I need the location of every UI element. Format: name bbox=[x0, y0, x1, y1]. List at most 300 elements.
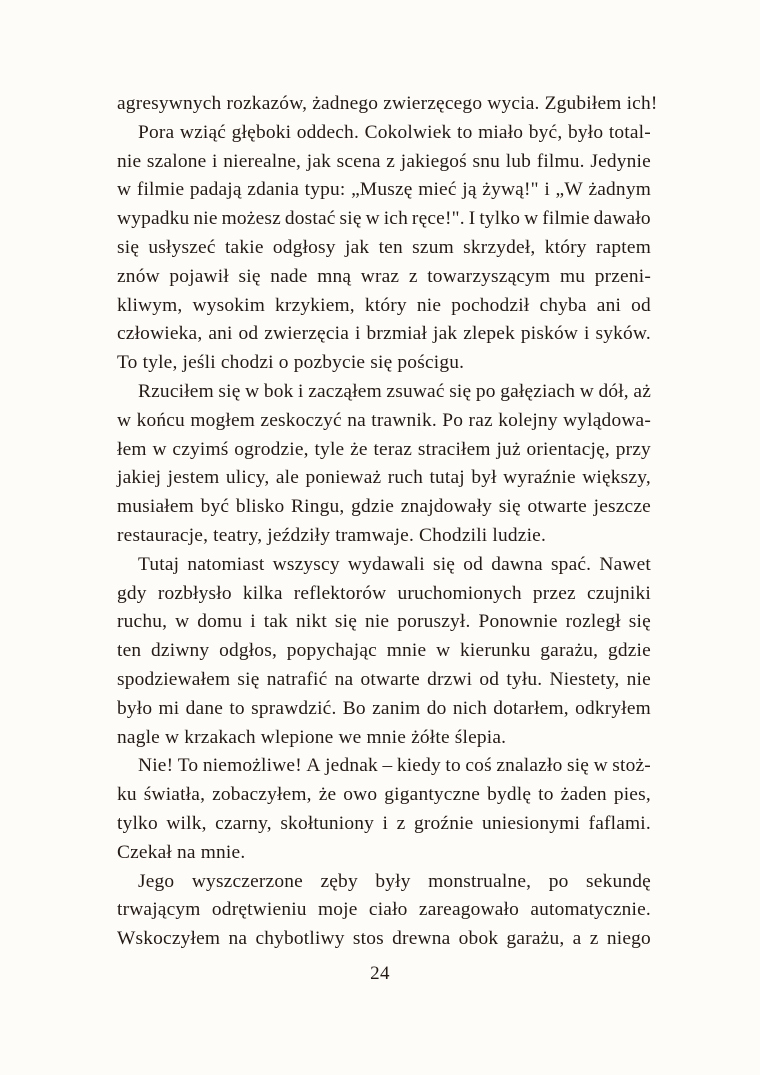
word: niego bbox=[606, 928, 651, 950]
word: ludzie. bbox=[492, 524, 546, 546]
word: w bbox=[579, 380, 594, 402]
word: jeszcze bbox=[593, 496, 651, 518]
word: kilka bbox=[242, 582, 283, 604]
word: odgłosy bbox=[272, 236, 336, 258]
word: tyłu. bbox=[506, 668, 543, 690]
word: Zgubiłem bbox=[544, 93, 622, 114]
text-line bbox=[117, 839, 651, 868]
word: ku bbox=[117, 784, 137, 806]
word: Bo bbox=[342, 697, 366, 719]
text-line bbox=[117, 695, 651, 724]
word: i bbox=[250, 611, 256, 633]
word: mieć bbox=[418, 179, 457, 201]
word: stos bbox=[352, 928, 384, 950]
word: czyimś bbox=[172, 438, 229, 460]
word: się bbox=[370, 352, 393, 374]
text-line bbox=[117, 724, 651, 753]
word: coś bbox=[465, 755, 492, 777]
word: i bbox=[382, 812, 389, 834]
word: to bbox=[538, 784, 554, 806]
word: łem bbox=[117, 438, 147, 460]
word: mi bbox=[158, 697, 180, 719]
text-line bbox=[117, 580, 651, 609]
word: rozkazów, bbox=[226, 93, 308, 114]
word: zlepek bbox=[463, 323, 515, 345]
word: od bbox=[238, 323, 259, 345]
word: teatry, bbox=[213, 524, 263, 546]
word: tylko bbox=[117, 812, 158, 834]
word: takie bbox=[224, 236, 264, 258]
word: natomiast bbox=[187, 553, 265, 575]
word: przy bbox=[615, 438, 651, 460]
word: moje bbox=[318, 899, 358, 921]
word: wycia. bbox=[487, 93, 540, 114]
word: wziąć bbox=[179, 121, 227, 143]
text-line bbox=[117, 868, 651, 897]
word: teraz bbox=[373, 438, 413, 460]
word: uruchomionych bbox=[397, 582, 522, 604]
word: we bbox=[338, 726, 362, 748]
word: zwierzęcia bbox=[264, 323, 350, 345]
word: pisków bbox=[520, 323, 579, 345]
word: pozbycie bbox=[293, 352, 366, 374]
word: na bbox=[228, 928, 248, 950]
word: który bbox=[364, 294, 407, 316]
word: a bbox=[572, 928, 582, 950]
word: na bbox=[334, 668, 354, 690]
word: Po bbox=[442, 409, 464, 431]
word: popychając bbox=[286, 640, 377, 662]
word: znajdowały bbox=[400, 496, 493, 518]
word: trwającym bbox=[117, 899, 201, 921]
word: ten bbox=[117, 640, 142, 662]
word: i bbox=[212, 150, 218, 172]
word: kliwym, bbox=[117, 294, 183, 316]
word: od bbox=[463, 553, 484, 575]
word: wylądowa- bbox=[563, 409, 651, 431]
word: filmie bbox=[136, 179, 185, 201]
word: wilk, bbox=[166, 812, 207, 834]
text-line bbox=[117, 493, 651, 522]
word: już bbox=[496, 438, 521, 460]
word: w bbox=[165, 726, 180, 748]
word: na bbox=[177, 841, 196, 863]
word: wlepione bbox=[260, 726, 334, 748]
word: zsuwać bbox=[386, 380, 445, 402]
word: odkryłem bbox=[575, 697, 651, 719]
text-line bbox=[117, 320, 651, 349]
text-line bbox=[117, 522, 651, 551]
word: szum bbox=[412, 236, 454, 258]
word: nie bbox=[117, 150, 142, 172]
word: żadnym bbox=[588, 179, 651, 201]
word: zwierzęcego bbox=[383, 93, 483, 114]
word: jestem bbox=[167, 467, 220, 489]
word: Nawet bbox=[599, 553, 651, 575]
word: to bbox=[457, 121, 473, 143]
word: kiedy bbox=[396, 755, 441, 777]
word: zeskoczyć bbox=[260, 409, 342, 431]
word: który bbox=[544, 236, 587, 258]
word: „W bbox=[555, 179, 583, 201]
word: bydlę bbox=[487, 784, 532, 806]
word: Rzuciłem bbox=[138, 380, 214, 402]
word: I bbox=[468, 208, 476, 230]
word: od bbox=[631, 294, 651, 316]
word: ruch bbox=[387, 467, 424, 489]
word: że bbox=[350, 438, 368, 460]
word: ciało bbox=[368, 899, 408, 921]
word: wyszczerzone bbox=[191, 870, 303, 892]
word: dostać bbox=[284, 208, 336, 230]
word: się bbox=[432, 553, 456, 575]
word: zacząłem bbox=[308, 380, 382, 402]
word: w bbox=[436, 640, 451, 662]
word: kierunku bbox=[460, 640, 531, 662]
word: gałęziach bbox=[500, 380, 576, 402]
word: garażu, bbox=[540, 640, 599, 662]
word: ulicy, bbox=[225, 467, 270, 489]
text-line bbox=[117, 637, 651, 666]
word: snu bbox=[472, 150, 501, 172]
paragraph bbox=[117, 551, 651, 753]
word: jakiegoś bbox=[400, 150, 467, 172]
paragraph bbox=[117, 378, 651, 551]
word: dziwny bbox=[151, 640, 210, 662]
word: jak bbox=[433, 323, 458, 345]
word: ten bbox=[378, 236, 403, 258]
word: poruszył. bbox=[397, 611, 471, 633]
word: się bbox=[334, 611, 357, 633]
word: rozległ bbox=[565, 611, 621, 633]
word: być, bbox=[528, 121, 563, 143]
word: było bbox=[567, 121, 604, 143]
word: jakiej bbox=[117, 467, 162, 489]
word: większy, bbox=[582, 467, 651, 489]
text-line bbox=[117, 436, 651, 465]
word: się bbox=[237, 668, 260, 690]
word: wszyscy bbox=[272, 553, 340, 575]
word: i bbox=[544, 179, 550, 201]
word: w bbox=[117, 409, 132, 431]
word: To bbox=[177, 755, 199, 777]
word: dawna bbox=[491, 553, 543, 575]
word: chyba bbox=[539, 294, 587, 316]
word: ani bbox=[596, 294, 622, 316]
word: nade bbox=[270, 265, 308, 287]
word: otwarte bbox=[527, 496, 587, 518]
word: w bbox=[524, 208, 539, 230]
text-line bbox=[117, 205, 651, 234]
word: i bbox=[298, 380, 304, 402]
word: zobaczyłem, bbox=[212, 784, 312, 806]
word: nie bbox=[193, 208, 218, 230]
word: skołtuniony bbox=[280, 812, 375, 834]
word: syków. bbox=[595, 323, 651, 345]
word: żadnego bbox=[312, 93, 379, 114]
word: dane bbox=[185, 697, 224, 719]
word: „Muszę bbox=[351, 179, 413, 201]
word: automatycznie. bbox=[530, 899, 651, 921]
word: natrafić bbox=[266, 668, 328, 690]
word: przeni- bbox=[594, 265, 651, 287]
word: światła, bbox=[143, 784, 206, 806]
text-line bbox=[117, 148, 651, 177]
word: filmu. bbox=[536, 150, 585, 172]
word: mnie. bbox=[200, 841, 246, 863]
word: nierealne, bbox=[223, 150, 302, 172]
word: się bbox=[339, 208, 362, 230]
word: chodzi bbox=[220, 352, 274, 374]
word: mu bbox=[559, 265, 586, 287]
word: w bbox=[245, 380, 260, 402]
text-line bbox=[117, 551, 651, 580]
word: jeździły bbox=[267, 524, 331, 546]
word: z bbox=[386, 150, 396, 172]
word: mogłem bbox=[190, 409, 256, 431]
word: jednak bbox=[325, 755, 378, 777]
word: Tutaj bbox=[138, 553, 180, 575]
word: nich bbox=[452, 697, 487, 719]
word: końcu bbox=[136, 409, 185, 431]
text-line bbox=[117, 292, 651, 321]
word: czujniki bbox=[586, 582, 651, 604]
word: znalazło bbox=[496, 755, 563, 777]
word: tyle, bbox=[142, 352, 178, 374]
word: lub bbox=[505, 150, 532, 172]
word: niemożliwe! bbox=[202, 755, 302, 777]
paragraph bbox=[117, 868, 651, 954]
word: się bbox=[628, 611, 651, 633]
word: typu: bbox=[304, 179, 346, 201]
word: straciłem bbox=[417, 438, 491, 460]
word: człowieka, bbox=[117, 323, 203, 345]
word: nie bbox=[626, 668, 651, 690]
word: obok bbox=[458, 928, 499, 950]
word: żywą!" bbox=[482, 179, 539, 201]
word: bok bbox=[263, 380, 294, 402]
word: dół, bbox=[598, 380, 629, 402]
word: Jego bbox=[138, 870, 175, 892]
word: ogrodzie, bbox=[234, 438, 309, 460]
word: Pora bbox=[138, 121, 175, 143]
text-line bbox=[117, 176, 651, 205]
paragraph bbox=[117, 752, 651, 867]
word: jeśli bbox=[182, 352, 216, 374]
word: wyraźnie bbox=[503, 467, 576, 489]
text-line bbox=[117, 407, 651, 436]
text-line bbox=[117, 119, 651, 148]
word: jak bbox=[345, 236, 370, 258]
word: restauracje, bbox=[117, 524, 209, 546]
word: pochodził bbox=[451, 294, 530, 316]
word: musiałem bbox=[117, 496, 194, 518]
word: brzmiał bbox=[366, 323, 428, 345]
word: owo bbox=[343, 784, 378, 806]
word: uniesionymi bbox=[482, 812, 581, 834]
word: oddech. bbox=[296, 121, 359, 143]
word: pojawił bbox=[169, 265, 229, 287]
word: skrzydeł, bbox=[463, 236, 536, 258]
word: gdzie bbox=[351, 496, 395, 518]
word: ruchu, bbox=[117, 611, 168, 633]
word: i bbox=[354, 323, 361, 345]
paragraph bbox=[117, 90, 658, 119]
word: czarny, bbox=[215, 812, 272, 834]
word: sprawdzić. bbox=[251, 697, 337, 719]
word: Jedynie bbox=[590, 150, 651, 172]
word: się bbox=[117, 236, 140, 258]
word: mną bbox=[317, 265, 352, 287]
word: ją bbox=[462, 179, 477, 201]
word: Ringu, bbox=[291, 496, 345, 518]
word: tylko bbox=[479, 208, 521, 230]
word: drzwi bbox=[427, 668, 473, 690]
word: zanim bbox=[372, 697, 421, 719]
body-text-block bbox=[117, 90, 658, 954]
word: od bbox=[479, 668, 500, 690]
word: i bbox=[584, 323, 590, 345]
text-line bbox=[117, 464, 651, 493]
text-line bbox=[117, 666, 651, 695]
word: z bbox=[589, 928, 599, 950]
word: tak bbox=[263, 611, 289, 633]
text-line bbox=[117, 263, 651, 292]
word: blisko bbox=[235, 496, 285, 518]
word: się bbox=[449, 380, 472, 402]
word: To bbox=[117, 352, 138, 374]
word: głęboki bbox=[231, 121, 292, 143]
text-line bbox=[117, 781, 651, 810]
word: agresywnych bbox=[117, 93, 222, 114]
word: do bbox=[426, 697, 447, 719]
word: wysokim bbox=[192, 294, 265, 316]
word: rozbłysło bbox=[157, 582, 232, 604]
word: zęby bbox=[320, 870, 358, 892]
word: być bbox=[200, 496, 230, 518]
word: ponieważ bbox=[305, 467, 382, 489]
word: to bbox=[445, 755, 461, 777]
word: po bbox=[475, 380, 496, 402]
word: Niestety, bbox=[549, 668, 620, 690]
word: żaden bbox=[560, 784, 607, 806]
word: total- bbox=[608, 121, 651, 143]
word: krzakach bbox=[184, 726, 256, 748]
word: raz bbox=[468, 409, 493, 431]
word: w bbox=[365, 208, 380, 230]
word: odrętwieniu bbox=[211, 899, 307, 921]
word: ich! bbox=[626, 93, 658, 114]
word: że bbox=[318, 784, 337, 806]
word: w bbox=[593, 755, 608, 777]
word: w bbox=[117, 179, 132, 201]
word: padają bbox=[189, 179, 242, 201]
text-line bbox=[117, 608, 651, 637]
word: nie bbox=[416, 294, 442, 316]
word: usłyszeć bbox=[148, 236, 216, 258]
word: był bbox=[471, 467, 497, 489]
word: Nie! bbox=[138, 755, 174, 777]
text-line bbox=[117, 752, 651, 781]
word: gigantyczne bbox=[384, 784, 481, 806]
word: monstrualne, bbox=[428, 870, 532, 892]
word: odgłos, bbox=[219, 640, 277, 662]
word: na bbox=[347, 409, 366, 431]
word: o bbox=[278, 352, 289, 374]
word: w bbox=[152, 438, 167, 460]
word: było bbox=[117, 697, 153, 719]
word: Czekał bbox=[117, 841, 172, 863]
word: mnie bbox=[386, 640, 427, 662]
word: gdzie bbox=[607, 640, 651, 662]
word: nagle bbox=[117, 726, 160, 748]
text-line bbox=[117, 378, 651, 407]
text-line bbox=[117, 925, 651, 954]
word: w bbox=[175, 611, 190, 633]
text-line bbox=[117, 896, 651, 925]
word: faflami. bbox=[588, 812, 651, 834]
word: groźnie bbox=[413, 812, 474, 834]
word: Wskoczyłem bbox=[117, 928, 221, 950]
word: szalone bbox=[146, 150, 207, 172]
word: spać. bbox=[550, 553, 592, 575]
word: nie bbox=[364, 611, 390, 633]
text-line bbox=[117, 90, 658, 119]
word: chybotliwy bbox=[255, 928, 345, 950]
word: możesz bbox=[221, 208, 281, 230]
word: sekundę bbox=[586, 870, 651, 892]
word: orientację, bbox=[526, 438, 610, 460]
word: z bbox=[396, 812, 406, 834]
word: raptem bbox=[595, 236, 651, 258]
word: scena bbox=[336, 150, 381, 172]
word: Cokolwiek bbox=[364, 121, 452, 143]
word: Ponownie bbox=[478, 611, 558, 633]
word: – bbox=[382, 755, 393, 777]
word: się bbox=[498, 496, 521, 518]
word: znów bbox=[117, 265, 160, 287]
word: trawnik. bbox=[371, 409, 437, 431]
word: spodziewałem bbox=[117, 668, 231, 690]
word: ani bbox=[208, 323, 233, 345]
word: dotarłem, bbox=[493, 697, 569, 719]
word: żółte bbox=[411, 726, 450, 748]
word: były bbox=[375, 870, 411, 892]
word: kolejny bbox=[498, 409, 558, 431]
word: stoż- bbox=[612, 755, 651, 777]
word: nikt bbox=[295, 611, 327, 633]
text-line bbox=[117, 234, 651, 263]
word: z bbox=[408, 265, 418, 287]
word: wypadku bbox=[117, 208, 190, 230]
text-line bbox=[117, 810, 651, 839]
word: tramwaje. bbox=[335, 524, 414, 546]
word: domu bbox=[197, 611, 243, 633]
word: pies, bbox=[613, 784, 651, 806]
word: przez bbox=[532, 582, 576, 604]
word: A bbox=[306, 755, 321, 777]
word: ich bbox=[383, 208, 408, 230]
word: tutaj bbox=[429, 467, 465, 489]
page-number: 24 bbox=[370, 963, 390, 984]
word: jak bbox=[306, 150, 332, 172]
text-line bbox=[117, 349, 651, 378]
word: gdy bbox=[117, 582, 147, 604]
word: ręce!". bbox=[411, 208, 465, 230]
word: wydawali bbox=[347, 553, 425, 575]
word: zareagowało bbox=[418, 899, 519, 921]
word: to bbox=[229, 697, 245, 719]
